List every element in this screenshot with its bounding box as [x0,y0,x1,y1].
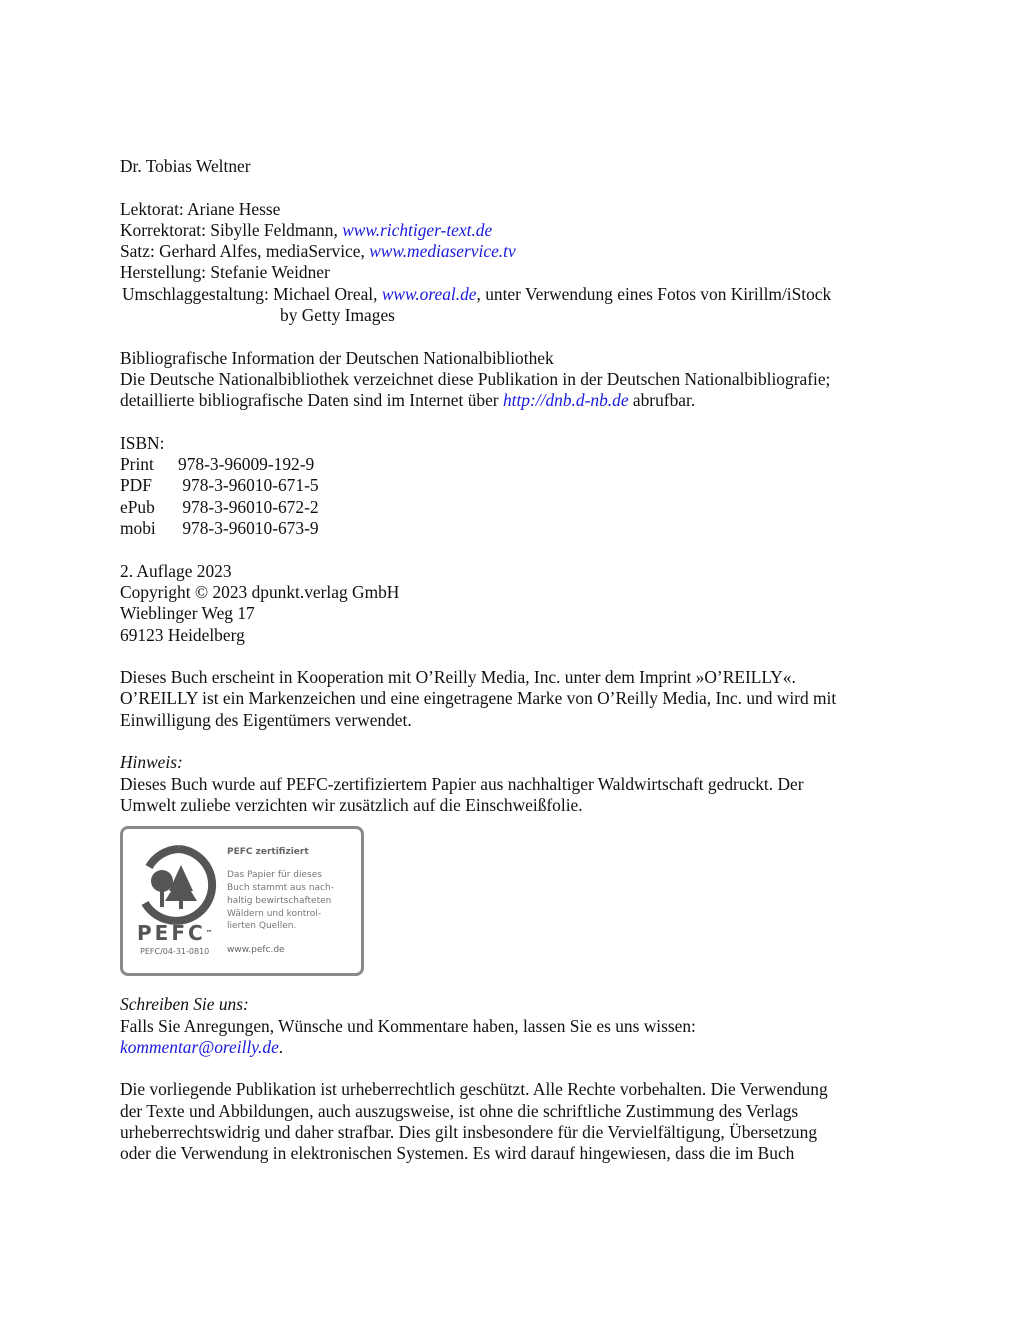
isbn-format: ePub [120,496,155,517]
auflage: 2. Auflage 2023 [120,560,232,581]
pefc-wordmark-text: PEFC [137,921,206,946]
isbn-number: 978-3-96010-671-5 [178,475,319,496]
isbn-format: Print [120,454,154,475]
contact-line-1: Falls Sie Anregungen, Wünsche und Kommentare haben, lassen Sie es uns wissen: [120,1015,696,1036]
umschlag-line-2: by Getty Images [280,305,395,326]
oreilly-block [120,667,910,731]
isbn-number: 978-3-96010-673-9 [178,518,319,539]
isbn-row [120,454,910,475]
oreal-link[interactable]: www.oreal.de [381,283,477,304]
umschlag-text: Umschlaggestaltung: Michael Oreal, [122,283,382,304]
pefc-certificate [120,826,364,976]
contact-label: Schreiben Sie uns: [120,994,249,1015]
pefc-text-line: haltig bewirtschafteten [227,895,332,906]
pefc-code: PEFC/04-31-0810 [140,947,210,957]
contact-block [120,994,910,1058]
imprint-page [120,156,910,1165]
biblio-line-2-text: detaillierte bibliografische Daten sind im Internet über [120,390,503,411]
isbn-block [120,433,910,539]
herstellung-line: Herstellung: Stefanie Weidner [120,262,330,283]
pefc-text-line: Buch stammt aus nach- [227,883,334,893]
credits-block [120,199,910,327]
isbn-row [120,518,910,539]
hinweis-label: Hinweis: [120,752,183,773]
pefc-trademark: ™ [205,929,213,938]
isbn-row [120,475,910,496]
isbn-format: mobi [120,518,156,539]
hinweis-block [120,752,910,816]
pefc-text-line: Das Papier für dieses [227,870,322,881]
oreilly-line-2: O’REILLY ist ein Markenzeichen und eine eingetragene Marke von O’Reilly Media, Inc. und wird mit [120,688,837,709]
umschlag-line [122,284,910,305]
legal-line: Die vorliegende Publikation ist urheberrechtlich geschützt. Alle Rechte vorbehalten. Die Verwendung [120,1079,828,1100]
isbn-number: 978-3-96009-192-9 [178,454,315,475]
legal-block [120,1079,910,1164]
hinweis-line-1: Dieses Buch wurde auf PEFC-zertifiziertem Papier aus nachhaltiger Waldwirtschaft gedruckt. Der [120,773,804,794]
satz-line [120,241,910,262]
isbn-number: 978-3-96010-672-2 [178,496,319,517]
contact-email-suffix: . [278,1036,284,1057]
edition-block [120,561,910,646]
mediaservice-link[interactable]: www.mediaservice.tv [369,241,516,262]
legal-line: urheberrechtswidrig und daher strafbar. Dies gilt insbesondere für die Vervielfältigung, Übersetzung [120,1121,818,1142]
contact-email-link[interactable]: kommentar@oreilly.de [120,1036,279,1057]
publisher-street: Wieblinger Weg 17 [120,603,255,624]
korrektorat-text: Korrektorat: Sibylle Feldmann, [120,219,343,240]
satz-text: Satz: Gerhard Alfes, mediaService, [120,241,370,262]
dnb-link[interactable]: http://dnb.d-nb.de [502,390,629,411]
oreilly-line-3: Einwilligung des Eigentümers verwendet. [120,709,412,730]
isbn-format: PDF [120,475,152,496]
korrektorat-line [120,220,910,241]
biblio-line-2-suffix: abrufbar. [628,390,696,411]
pefc-title: PEFC zertifiziert [227,847,309,858]
isbn-row [120,497,910,518]
pefc-tree-logo-icon [135,843,223,933]
contact-email-line [120,1037,910,1058]
richtiger-text-link[interactable]: www.richtiger-text.de [342,219,493,240]
pefc-text-line: lierten Quellen. [227,921,297,932]
copyright: Copyright © 2023 dpunkt.verlag GmbH [120,581,400,602]
biblio-line-1: Die Deutsche Nationalbibliothek verzeichnet diese Publikation in der Deutschen Nationalbibliografie; [120,368,831,389]
author-name: Dr. Tobias Weltner [120,156,251,176]
umschlag-suffix: , unter Verwendung eines Fotos von Kirillm/iStock [476,283,832,304]
pefc-description [227,869,355,933]
oreilly-line-1: Dieses Buch erscheint in Kooperation mit O’Reilly Media, Inc. unter dem Imprint »O’REILLY«. [120,667,796,688]
pefc-url: www.pefc.de [227,945,285,956]
biblio-block [120,348,910,412]
biblio-heading: Bibliografische Information der Deutschen Nationalbibliothek [120,347,554,368]
pefc-wordmark [137,921,213,946]
pefc-text-line: Wäldern und kontrol- [227,908,322,919]
legal-line: oder die Verwendung in elektronischen Systemen. Es wird darauf hingewiesen, dass die im Buch [120,1143,795,1164]
lektorat-line: Lektorat: Ariane Hesse [120,198,281,219]
hinweis-line-2: Umwelt zuliebe verzichten wir zusätzlich auf die Einschweißfolie. [120,794,583,815]
publisher-city: 69123 Heidelberg [120,624,245,645]
legal-line: der Texte und Abbildungen, auch auszugsweise, ist ohne die schriftliche Zustimmung des Verlags [120,1100,799,1121]
biblio-line-2 [120,390,910,411]
isbn-label: ISBN: [120,432,165,453]
